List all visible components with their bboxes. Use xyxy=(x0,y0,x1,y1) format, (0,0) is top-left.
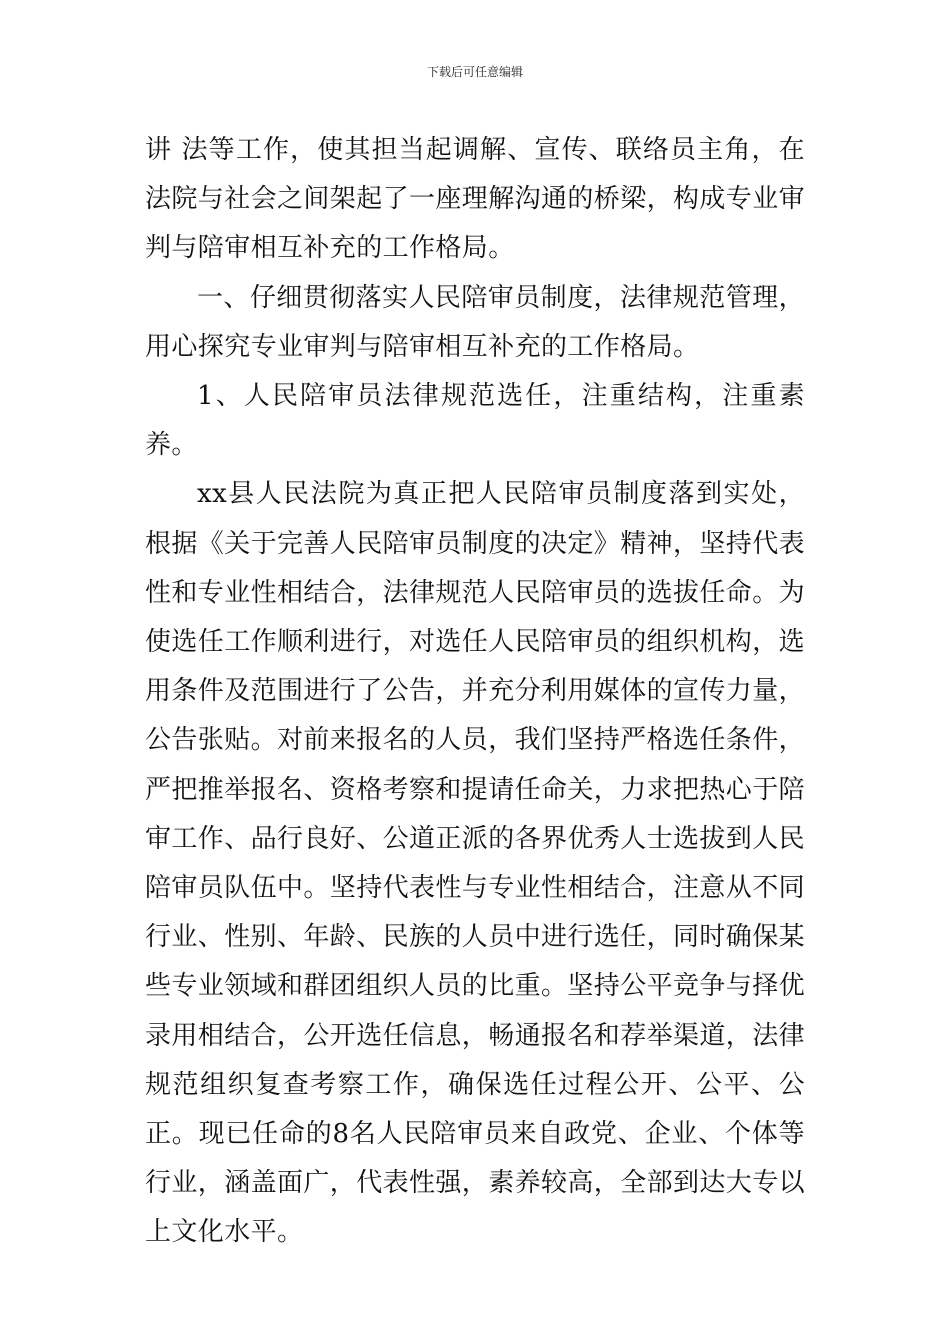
header-note: 下载后可任意编辑 xyxy=(426,65,523,79)
document-body xyxy=(145,126,805,1258)
paragraph-4: xx县人民法院为真正把人民陪审员制度落到实处，根据《关于完善人民陪审员制度的决定》精神，坚持代表性和专业性相结合，法律规范人民陪审员的选拔任命。为使选任工作顺利进行，对选任人民陪审员的组织机构，选用条件及范围进行了公告，并充分利用媒体的宣传力量，公告张贴。对前来报名的人员，我们坚持严格选任条件，严把推举报名、资格考察和提请任命关，力求把热心于陪审工作、品行良好、公道正派的各界优秀人士选拔到人民陪审员队伍中。坚持代表性与专业性相结合，注意从不同行业、性别、年龄、民族的人员中进行选任，同时确保某些专业领域和群团组织人员的比重。坚持公平竞争与择优录用相结合，公开选任信息，畅通报名和荐举渠道，法律规范组织复查考察工作，确保选任过程公开、公平、公正。现已任命的8名人民陪审员来自政党、企业、个体等行业，涵盖面广，代表性强，素养较高，全部到达大专以上文化水平。 xyxy=(145,479,806,1248)
paragraph-2-section-heading: 一、仔细贯彻落实人民陪审员制度，法律规范管理，用心探究专业审判与陪审相互补充的工作格局。 xyxy=(145,282,805,362)
paragraph-1: 讲 法等工作，使其担当起调解、宣传、联络员主角，在法院与社会之间架起了一座理解沟通的桥梁，构成专业审判与陪审相互补充的工作格局。 xyxy=(145,135,806,264)
paragraph-3-subheading: 1、人民陪审员法律规范选任，注重结构，注重素养。 xyxy=(145,381,805,461)
